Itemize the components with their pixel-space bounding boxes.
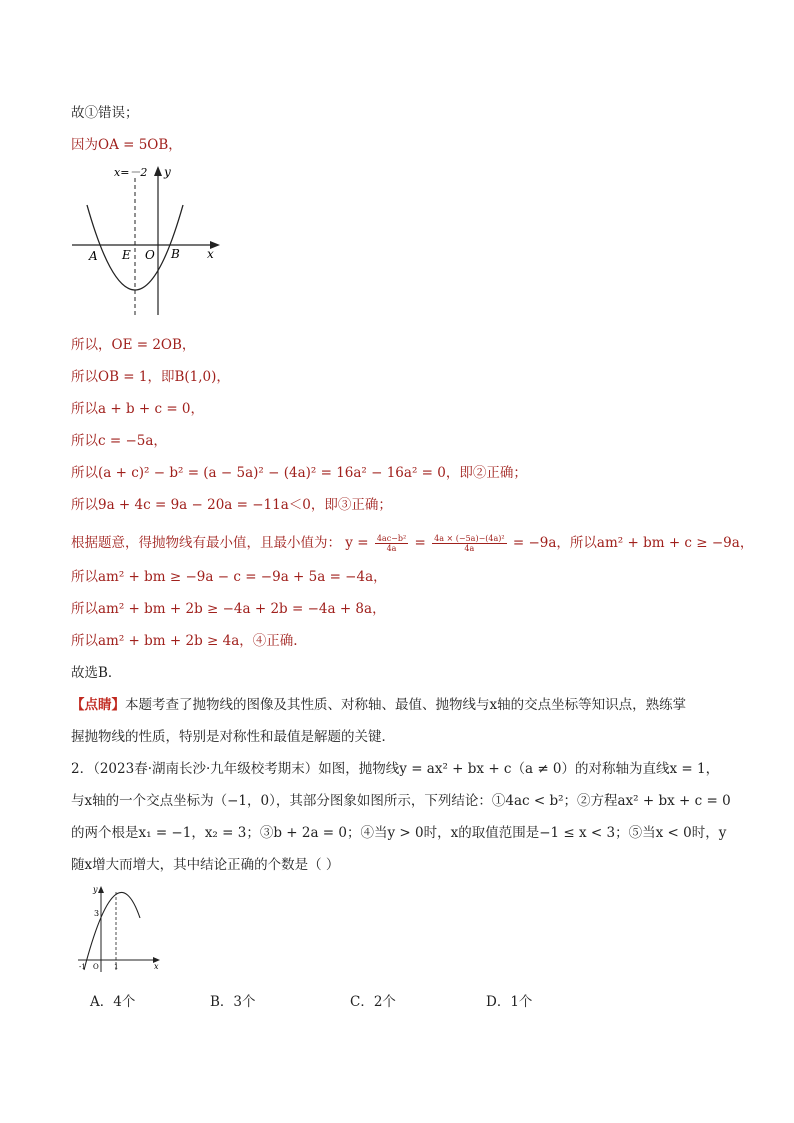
solution-line-7: 所以(a + c)² − b² = (a − 5a)² − (4a)² = 16a² − 16a² = 0，即②正确； xyxy=(71,465,527,481)
solution-line-1: 故①错误； xyxy=(71,105,139,121)
solution-line-11: 所以am² + bm + 2b ≥ −4a + 2b = −4a + 8a， xyxy=(71,601,386,617)
graph1-point-E: E xyxy=(122,248,131,262)
solution-line-6: 所以c = −5a， xyxy=(71,433,167,449)
option-a[interactable]: A．4个 xyxy=(90,994,136,1010)
min-value-text: 根据题意，得抛物线有最小值，且最小值为： xyxy=(71,535,341,551)
graph1-point-B: B xyxy=(171,247,180,261)
parabola-figure-2 xyxy=(74,880,164,975)
vertex-formula-fraction xyxy=(375,534,408,553)
question-line-3: 的两个根是x₁ = −1，x₂ = 3；③b + 2a = 0；④当y > 0时，x的取值范围是−1 ≤ x < 3；⑤当x < 0时，y xyxy=(71,825,727,841)
solution-answer: 故选B． xyxy=(71,665,122,681)
comment-tag: 【点睛】 xyxy=(71,697,125,713)
graph1-y-label: y xyxy=(164,165,171,179)
comment-line-2: 握抛物线的性质，特别是对称性和最值是解题的关键． xyxy=(71,729,395,745)
solution-line-8: 所以9a + 4c = 9a − 20a = −11a＜0，即③正确； xyxy=(71,497,392,513)
graph2-y-label: y xyxy=(93,885,98,894)
fraction-2-denominator: 4a xyxy=(464,544,475,553)
graph1-point-A: A xyxy=(89,249,98,263)
substituted-fraction xyxy=(432,534,506,553)
fraction-1-denominator: 4a xyxy=(386,544,397,553)
solution-line-12: 所以am² + bm + 2b ≥ 4a，④正确. xyxy=(71,633,298,649)
solution-line-4: 所以OB = 1，即B(1,0)， xyxy=(71,369,230,385)
solution-line-2: 因为OA = 5OB， xyxy=(71,137,182,153)
graph1-point-O: O xyxy=(145,248,155,262)
comment-line-1 xyxy=(71,695,686,715)
y-equals: y = xyxy=(345,535,369,551)
solution-line-10: 所以am² + bm ≥ −9a − c = −9a + 5a = −4a， xyxy=(71,569,387,585)
solution-line-9: 根据题意，得抛物线有最小值，且最小值为： y = $\frac{\text{4ac−b²}}{4a}$ = $\frac{\text{4a × (−5a)−(4a)²}}{4a}$ = −9a，所以am² + bm + c ≥ −9a， xyxy=(71,534,754,553)
option-c[interactable]: C．2个 xyxy=(350,994,396,1010)
graph2-tick-neg1: -1 xyxy=(79,963,86,971)
graph2-tick-3: 3 xyxy=(94,909,100,918)
graph2-tick-1: 1 xyxy=(114,963,119,971)
graph2-parabola xyxy=(84,892,140,970)
fraction-1-numerator: 4ac−b² xyxy=(376,534,407,543)
comment-text-1: 本题考查了抛物线的图像及其性质、对称轴、最值、抛物线与x轴的交点坐标等知识点，熟练掌 xyxy=(125,697,687,713)
graph2-y-arrow-icon xyxy=(98,886,104,893)
question-line-1: 2．（2023春·湖南长沙·九年级校考期末）如图，抛物线y = ax² + bx + c（a ≠ 0）的对称轴为直线x = 1， xyxy=(71,761,720,777)
parabola-figure-1 xyxy=(70,160,230,320)
graph2-x-label: x xyxy=(154,962,159,971)
graph1-x-label: x xyxy=(207,247,214,261)
solution-line-3: 所以，OE = 2OB， xyxy=(71,337,196,353)
question-line-4: 随x增大而增大，其中结论正确的个数是（ ） xyxy=(71,857,340,873)
question-line-2: 与x轴的一个交点坐标为（−1，0），其部分图象如图所示，下列结论：①4ac < b²；②方程ax² + bx + c = 0 xyxy=(71,793,731,809)
graph2-tick-O: O xyxy=(93,963,99,971)
min-value-conclusion: = −9a，所以am² + bm + c ≥ −9a， xyxy=(512,535,754,551)
solution-line-5: 所以a + b + c = 0， xyxy=(71,401,205,417)
fraction-2-numerator: 4a × (−5a)−(4a)² xyxy=(434,534,505,543)
graph1-y-arrow-icon xyxy=(154,166,162,176)
answer-options xyxy=(90,990,650,1012)
option-d[interactable]: D．1个 xyxy=(486,994,533,1010)
option-b[interactable]: B．3个 xyxy=(210,994,256,1010)
graph1-axis-line-label: x=－2 xyxy=(114,166,148,179)
